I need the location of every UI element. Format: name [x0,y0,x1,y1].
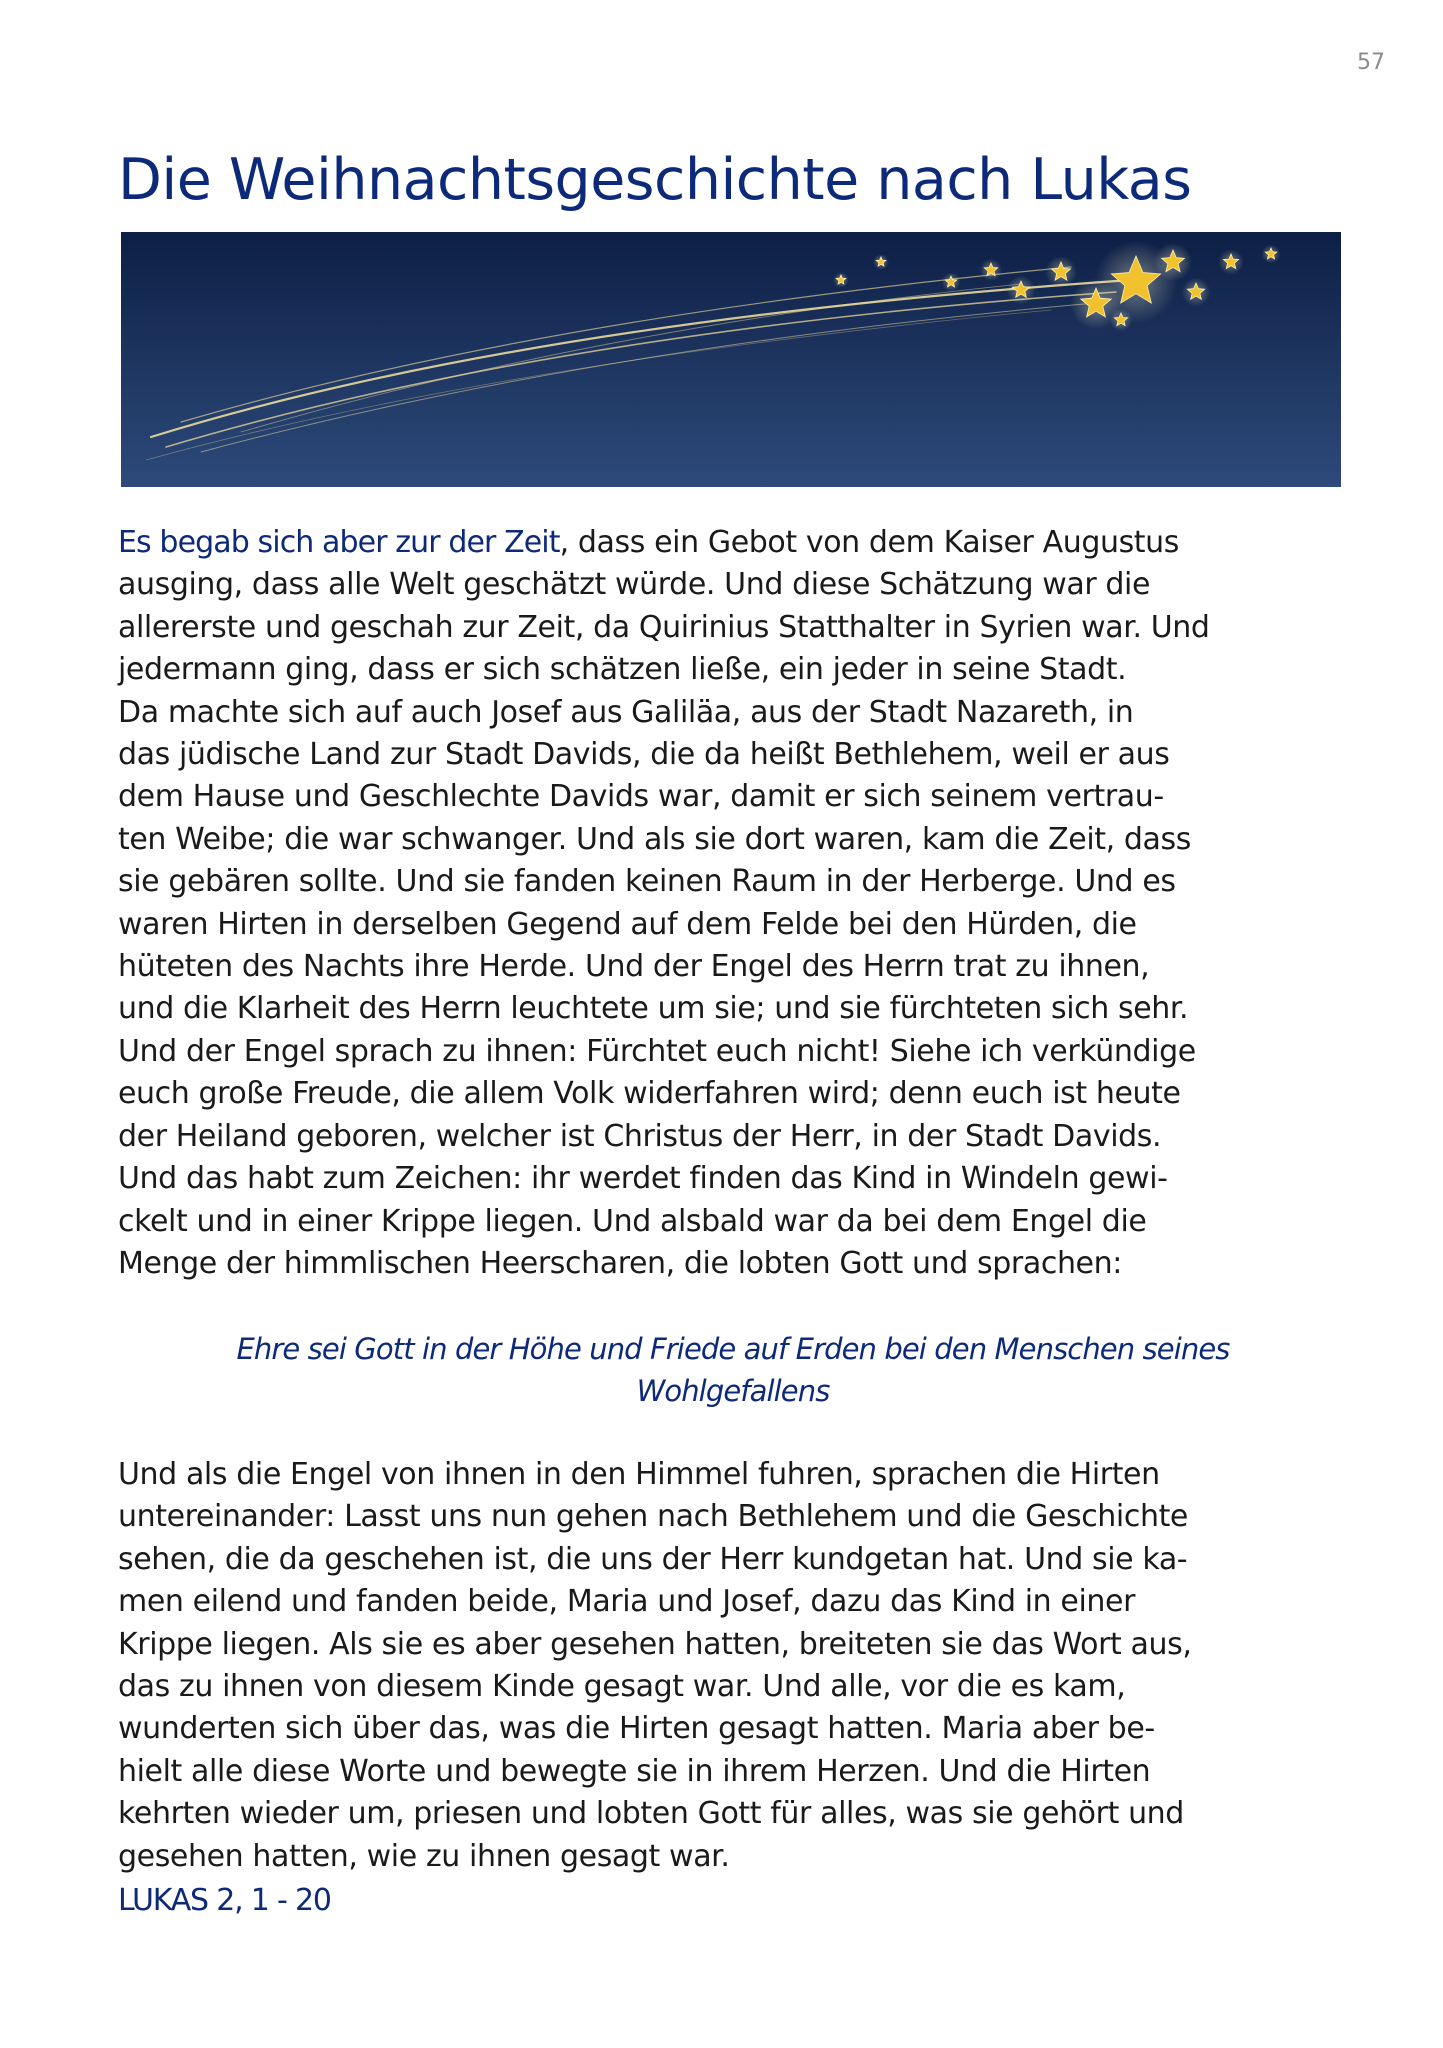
paragraph-1 [118,522,1348,1285]
lead-phrase: Es begab sich aber zur der Zeit [118,525,560,560]
paragraph-1-line: allererste und geschah zur Zeit, da Quirinius Statthalter in Syrien war. Und [118,609,1210,645]
paragraph-1-line: dem Hause und Geschlechte Davids war, damit er sich seinem vertrau- [118,779,1164,815]
paragraph-1-line: euch große Freude, die allem Volk widerfahren wird; denn euch ist heute [118,1076,1181,1112]
paragraph-1-line: Und der Engel sprach zu ihnen: Fürchtet euch nicht! Siehe ich verkündige [118,1033,1196,1069]
paragraph-2 [118,1454,1348,1878]
paragraph-2-line: men eilend und fanden beide, Maria und Josef, dazu das Kind in einer [118,1584,1136,1620]
paragraph-1-line: und die Klarheit des Herrn leuchtete um sie; und sie fürchteten sich sehr. [118,991,1189,1027]
paragraph-2-line: hielt alle diese Worte und bewegte sie in ihrem Herzen. Und die Hirten [118,1753,1151,1789]
bible-reference: LUKAS 2, 1 - 20 [118,1883,331,1918]
shooting-stars-banner [121,232,1341,487]
paragraph-2-line: wunderten sich über das, was die Hirten gesagt hatten. Maria aber be- [118,1711,1155,1747]
paragraph-2-line: untereinander: Lasst uns nun gehen nach Bethlehem und die Geschichte [118,1499,1188,1535]
paragraph-1-line: waren Hirten in derselben Gegend auf dem Felde bei den Hürden, die [118,906,1137,942]
paragraph-1-line: das jüdische Land zur Stadt Davids, die da heißt Bethlehem, weil er aus [118,737,1170,773]
paragraph-1-line: Da machte sich auf auch Josef aus Galiläa, aus der Stadt Nazareth, in [118,694,1134,730]
paragraph-1-line-1: Es begab sich aber zur der Zeit, dass ein Gebot von dem Kaiser Augustus [118,525,1180,560]
quote-line: Ehre sei Gott in der Höhe und Friede auf Erden bei den Menschen seines [236,1332,1230,1366]
paragraph-2-line: Und als die Engel von ihnen in den Himmel fuhren, sprachen die Hirten [118,1457,1160,1492]
paragraph-1-line: Und das habt zum Zeichen: ihr werdet finden das Kind in Windeln gewi- [118,1161,1168,1197]
paragraph-1-line: ausging, dass alle Welt geschätzt würde. Und diese Schätzung war die [118,567,1151,603]
paragraph-1-line: ckelt und in einer Krippe liegen. Und alsbald war da bei dem Engel die [118,1203,1147,1239]
paragraph-1-line: sie gebären sollte. Und sie fanden keinen Raum in der Herberge. Und es [118,864,1176,900]
paragraph-1-line: jedermann ging, dass er sich schätzen ließe, ein jeder in seine Stadt. [118,652,1127,688]
paragraph-2-line: das zu ihnen von diesem Kinde gesagt war. Und alle, vor die es kam, [118,1669,1126,1705]
gloria-quote [118,1328,1348,1412]
quote-line: Wohlgefallens [636,1374,830,1408]
paragraph-2-line: gesehen hatten, wie zu ihnen gesagt war. [118,1838,730,1874]
paragraph-1-line: ten Weibe; die war schwanger. Und als sie dort waren, kam die Zeit, dass [118,821,1191,857]
page-number: 57 [1357,50,1385,75]
page-title: Die Weihnachtsgeschichte nach Lukas [118,147,1192,213]
paragraph-1-line: hüteten des Nachts ihre Herde. Und der Engel des Herrn trat zu ihnen, [118,949,1150,985]
paragraph-1-line: Menge der himmlischen Heerscharen, die lobten Gott und sprachen: [118,1245,1122,1281]
paragraph-2-line: sehen, die da geschehen ist, die uns der Herr kundgetan hat. Und sie ka- [118,1541,1188,1577]
paragraph-2-line: Krippe liegen. Als sie es aber gesehen hatten, breiteten sie das Wort aus, [118,1626,1192,1662]
paragraph-2-line: kehrten wieder um, priesen und lobten Gott für alles, was sie gehört und [118,1796,1184,1832]
paragraph-1-line: der Heiland geboren, welcher ist Christus der Herr, in der Stadt Davids. [118,1118,1162,1154]
